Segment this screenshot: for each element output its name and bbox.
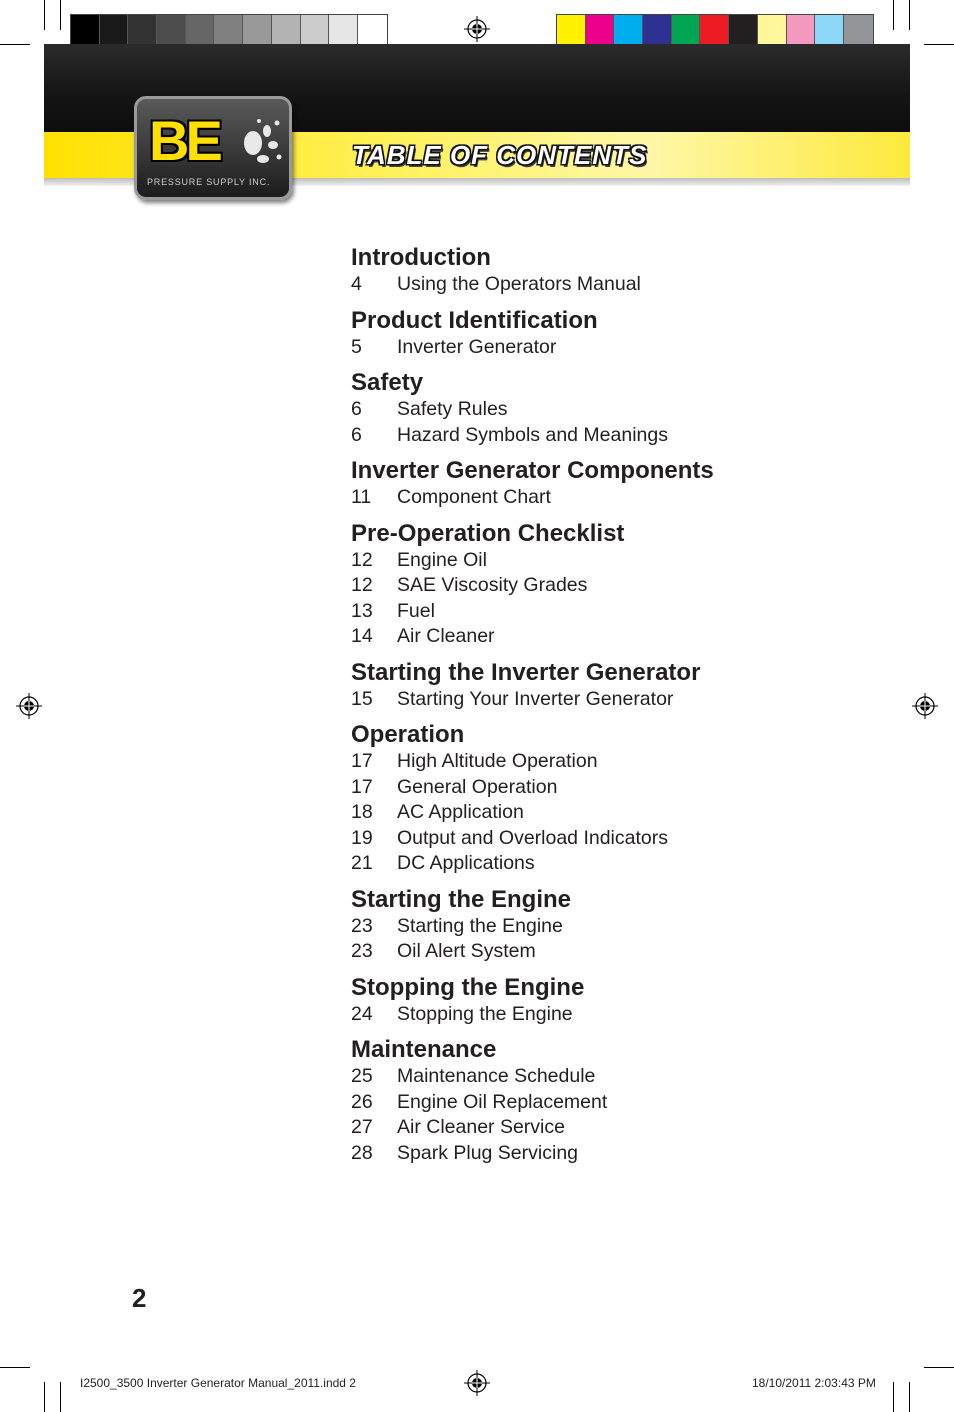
crop-mark bbox=[44, 0, 45, 30]
swatch bbox=[358, 15, 387, 45]
toc-entry bbox=[351, 573, 871, 599]
entry-label: High Altitude Operation bbox=[397, 750, 598, 772]
crop-mark bbox=[893, 1382, 894, 1412]
color-swatch-bar bbox=[556, 14, 874, 46]
entry-label: Engine Oil bbox=[397, 548, 487, 571]
toc-entry bbox=[351, 939, 871, 965]
entry-label: DC Applications bbox=[397, 852, 535, 874]
toc-section bbox=[351, 368, 871, 448]
entry-page-number: 17 bbox=[351, 775, 373, 798]
swatch bbox=[643, 15, 672, 45]
registration-mark-icon bbox=[912, 693, 938, 719]
entry-page-number: 6 bbox=[351, 398, 362, 420]
crop-mark bbox=[924, 44, 954, 45]
crop-mark bbox=[909, 0, 910, 30]
swatch bbox=[557, 15, 586, 45]
page-title: TABLE OF CONTENTS bbox=[352, 140, 648, 170]
swatch bbox=[844, 15, 873, 45]
registration-mark-icon bbox=[16, 693, 42, 719]
crop-mark bbox=[0, 44, 30, 45]
toc-entry bbox=[351, 851, 871, 877]
swatch bbox=[214, 15, 243, 45]
section-title: Inverter Generator Components bbox=[351, 457, 714, 484]
logo-letters: BE bbox=[149, 109, 219, 172]
section-title: Safety bbox=[351, 369, 424, 396]
entry-label: Starting Your Inverter Generator bbox=[397, 687, 674, 710]
section-title: Stopping the Engine bbox=[351, 973, 585, 1001]
entry-page-number: 14 bbox=[351, 625, 373, 647]
toc-section bbox=[351, 720, 871, 877]
toc-section bbox=[351, 885, 871, 965]
brand-logo bbox=[134, 96, 292, 200]
crop-mark bbox=[893, 0, 894, 30]
swatch bbox=[71, 15, 100, 45]
toc-entry bbox=[351, 775, 871, 801]
swatch bbox=[586, 15, 615, 45]
entry-page-number: 24 bbox=[351, 1002, 373, 1025]
crop-mark bbox=[924, 1367, 954, 1368]
entry-page-number: 5 bbox=[351, 335, 362, 358]
toc-entry bbox=[351, 1064, 871, 1090]
toc-entry bbox=[351, 548, 871, 574]
toc-entry bbox=[351, 272, 871, 298]
entry-page-number: 27 bbox=[351, 1116, 373, 1138]
toc-entry bbox=[351, 1090, 871, 1116]
toc-entry bbox=[351, 624, 871, 650]
toc-section bbox=[351, 519, 871, 650]
entry-page-number: 15 bbox=[351, 687, 373, 710]
toc-entry bbox=[351, 914, 871, 940]
entry-label: Inverter Generator bbox=[397, 335, 557, 358]
entry-label: Using the Operators Manual bbox=[397, 273, 641, 295]
slug-filename: I2500_3500 Inverter Generator Manual_2011.indd 2 bbox=[80, 1376, 356, 1390]
entry-label: Hazard Symbols and Meanings bbox=[397, 423, 668, 446]
toc-entry bbox=[351, 397, 871, 423]
swatch bbox=[614, 15, 643, 45]
swatch bbox=[243, 15, 272, 45]
entry-page-number: 12 bbox=[351, 574, 373, 596]
crop-mark bbox=[0, 1367, 30, 1368]
entry-page-number: 21 bbox=[351, 852, 373, 874]
entry-label: SAE Viscosity Grades bbox=[397, 574, 588, 596]
entry-page-number: 28 bbox=[351, 1141, 373, 1164]
splash-icon bbox=[233, 113, 283, 173]
entry-page-number: 25 bbox=[351, 1065, 373, 1087]
gray-swatch-bar bbox=[70, 14, 388, 46]
toc-entry bbox=[351, 826, 871, 852]
swatch bbox=[729, 15, 758, 45]
entry-page-number: 17 bbox=[351, 750, 373, 772]
toc-entry bbox=[351, 423, 871, 449]
toc-entry bbox=[351, 599, 871, 625]
entry-label: Starting the Engine bbox=[397, 914, 563, 937]
table-of-contents bbox=[351, 243, 871, 1174]
section-title: Product Identification bbox=[351, 306, 598, 334]
entry-label: Fuel bbox=[397, 599, 435, 622]
entry-page-number: 13 bbox=[351, 599, 373, 622]
entry-label: Engine Oil Replacement bbox=[397, 1090, 608, 1113]
swatch bbox=[186, 15, 215, 45]
entry-label: Oil Alert System bbox=[397, 940, 536, 962]
entry-label: Air Cleaner bbox=[397, 625, 495, 647]
entry-label: Stopping the Engine bbox=[397, 1002, 573, 1025]
toc-entry bbox=[351, 800, 871, 826]
swatch bbox=[272, 15, 301, 45]
toc-section bbox=[351, 243, 871, 298]
page-number: 2 bbox=[132, 1283, 147, 1313]
toc-entry bbox=[351, 687, 871, 713]
swatch bbox=[329, 15, 358, 45]
swatch bbox=[758, 15, 787, 45]
toc-section bbox=[351, 456, 871, 511]
entry-label: Air Cleaner Service bbox=[397, 1116, 565, 1138]
entry-label: Output and Overload Indicators bbox=[397, 826, 668, 849]
entry-page-number: 4 bbox=[351, 273, 362, 295]
entry-page-number: 19 bbox=[351, 826, 373, 849]
entry-page-number: 12 bbox=[351, 548, 373, 571]
swatch bbox=[100, 15, 129, 45]
toc-entry bbox=[351, 1002, 871, 1028]
swatch bbox=[301, 15, 330, 45]
section-title: Starting the Engine bbox=[351, 885, 572, 913]
swatch bbox=[815, 15, 844, 45]
crop-mark bbox=[60, 0, 61, 30]
entry-page-number: 18 bbox=[351, 801, 373, 823]
swatch bbox=[157, 15, 186, 45]
toc-section bbox=[351, 973, 871, 1028]
entry-label: Safety Rules bbox=[397, 398, 508, 420]
entry-label: Component Chart bbox=[397, 486, 551, 508]
entry-page-number: 6 bbox=[351, 423, 362, 446]
logo-subtitle: PRESSURE SUPPLY INC. bbox=[147, 177, 271, 187]
toc-entry bbox=[351, 335, 871, 361]
entry-label: Spark Plug Servicing bbox=[397, 1141, 579, 1164]
entry-label: General Operation bbox=[397, 775, 558, 798]
toc-entry bbox=[351, 749, 871, 775]
section-title: Introduction bbox=[351, 244, 491, 271]
registration-mark-icon bbox=[464, 16, 490, 42]
toc-section bbox=[351, 306, 871, 361]
toc-entry bbox=[351, 1115, 871, 1141]
swatch bbox=[787, 15, 816, 45]
section-title: Operation bbox=[351, 721, 465, 748]
toc-entry bbox=[351, 1141, 871, 1167]
toc-section bbox=[351, 1035, 871, 1166]
entry-label: Maintenance Schedule bbox=[397, 1065, 596, 1087]
entry-label: AC Application bbox=[397, 801, 524, 823]
entry-page-number: 23 bbox=[351, 940, 373, 962]
crop-mark bbox=[44, 1382, 45, 1412]
crop-mark bbox=[909, 1382, 910, 1412]
registration-mark-icon bbox=[464, 1370, 490, 1396]
entry-page-number: 26 bbox=[351, 1090, 373, 1113]
swatch bbox=[672, 15, 701, 45]
toc-section bbox=[351, 658, 871, 713]
toc-entry bbox=[351, 485, 871, 511]
section-title: Starting the Inverter Generator bbox=[351, 658, 701, 686]
entry-page-number: 23 bbox=[351, 914, 373, 937]
section-title: Pre-Operation Checklist bbox=[351, 519, 625, 547]
slug-timestamp: 18/10/2011 2:03:43 PM bbox=[752, 1376, 876, 1390]
crop-mark bbox=[60, 1382, 61, 1412]
entry-page-number: 11 bbox=[351, 486, 372, 508]
section-title: Maintenance bbox=[351, 1036, 497, 1063]
swatch bbox=[700, 15, 729, 45]
swatch bbox=[128, 15, 157, 45]
